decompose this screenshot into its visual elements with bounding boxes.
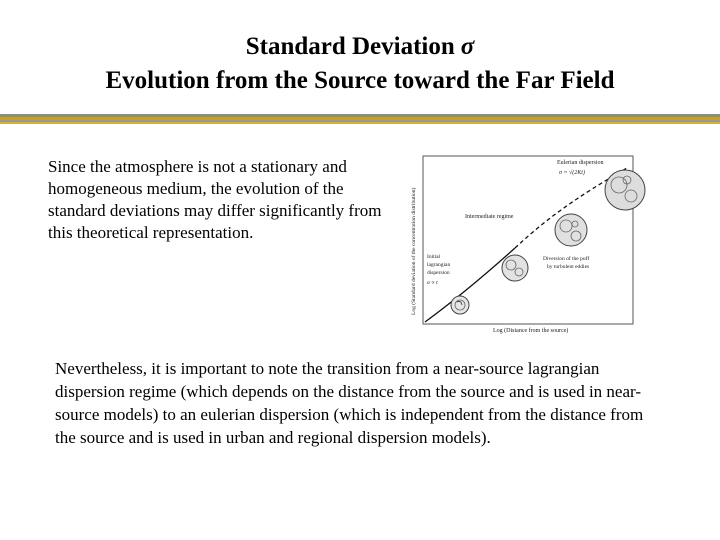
x-axis-label: Log (Distance from the source) bbox=[493, 328, 569, 334]
title-line-1 bbox=[0, 30, 720, 64]
lagrangian-label-line-3: dispersion bbox=[427, 270, 450, 276]
puff-medium bbox=[502, 255, 528, 281]
title-divider-gold-lower bbox=[0, 122, 720, 124]
dispersion-diagram-svg bbox=[405, 150, 655, 338]
title-text: Standard Deviation bbox=[245, 33, 455, 60]
puff-label-line-1: Diversion of the puff bbox=[543, 256, 590, 262]
lagrangian-formula: σ ∝ t bbox=[427, 280, 438, 286]
conclusion-paragraph: Nevertheless, it is important to note the transition from a near-source lagrangian dispersion regime (which depends on the distance from the source and is used in near-source models) to an eulerian dispersion (which is independent from the distance from the source and is used in urban and regional dispersion models). bbox=[55, 359, 644, 447]
eulerian-label: Eulerian dispersion bbox=[557, 160, 604, 166]
lagrangian-label-line-1: Initial bbox=[427, 254, 441, 260]
puff-large bbox=[555, 214, 587, 246]
title-line-2: Evolution from the Source toward the Far Field bbox=[105, 67, 615, 94]
puff-eulerian bbox=[605, 170, 645, 210]
dispersion-diagram bbox=[405, 150, 655, 338]
slide-title bbox=[0, 30, 720, 98]
eulerian-formula: σ = √(2Kt) bbox=[559, 170, 585, 176]
puff-label-line-2: by turbulent eddies bbox=[547, 264, 590, 270]
intro-paragraph: Since the atmosphere is not a stationary and homogeneous medium, the evolution of the standard deviations may differ significantly from this theoretical representation. bbox=[48, 157, 382, 242]
intermediate-label: Intermediate regime bbox=[465, 214, 514, 220]
y-axis-label: Log (Standard deviation of the concentration distribution) bbox=[411, 187, 417, 315]
sigma-symbol: σ bbox=[460, 33, 475, 60]
puff-small bbox=[451, 296, 469, 314]
lagrangian-label-line-2: lagrangian bbox=[427, 262, 451, 268]
